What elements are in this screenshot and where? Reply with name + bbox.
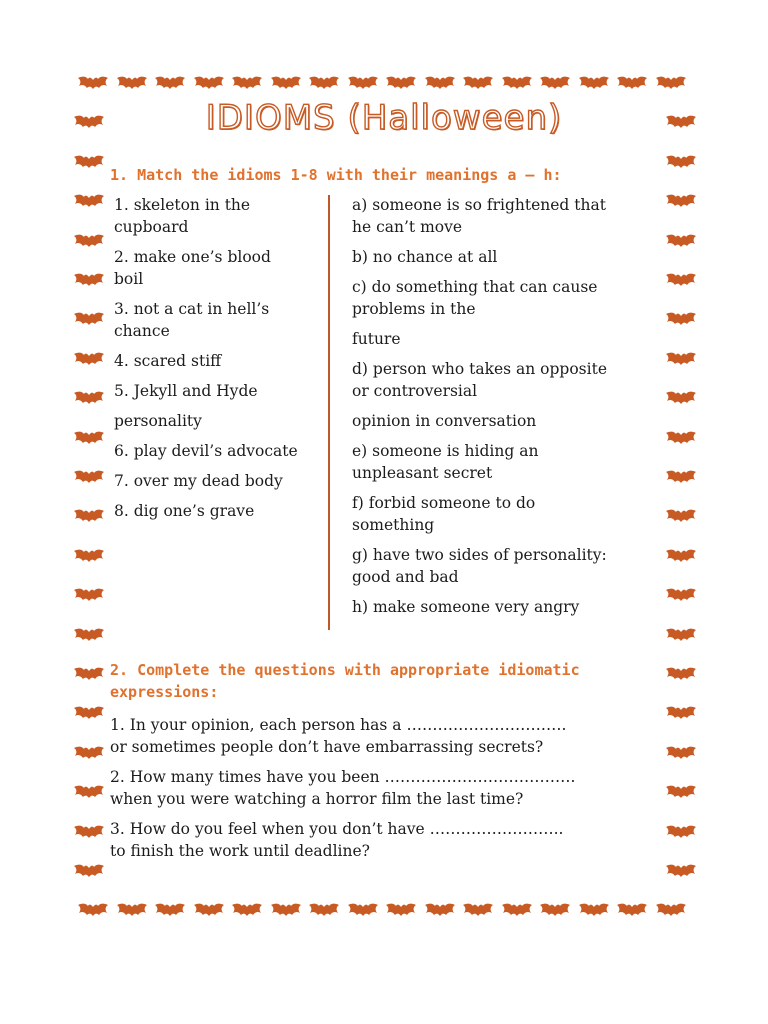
bat-icon	[666, 155, 696, 168]
meaning-h: h) make someone very angry	[352, 598, 580, 616]
bat-icon	[74, 785, 104, 798]
column-divider	[328, 195, 330, 630]
bat-icon	[666, 234, 696, 247]
bat-icon	[425, 76, 455, 89]
bat-icon	[463, 903, 493, 916]
bat-icon	[117, 903, 147, 916]
section-2-heading: 2. Complete the questions with appropriate idiomatic expressions:	[110, 661, 580, 701]
bat-icon	[271, 903, 301, 916]
bat-icon	[74, 312, 104, 325]
bat-icon	[666, 667, 696, 680]
bat-icon	[463, 76, 493, 89]
idiom-3: 3. not a cat in hell’s chance	[114, 300, 270, 340]
bat-icon	[666, 391, 696, 404]
bat-icon	[666, 549, 696, 562]
bat-icon	[656, 903, 686, 916]
bat-icon	[502, 903, 532, 916]
bat-icon	[74, 628, 104, 641]
bat-icon	[666, 746, 696, 759]
bat-icon	[74, 864, 104, 877]
meaning-d-continued: opinion in conversation	[352, 412, 537, 430]
bat-icon	[579, 903, 609, 916]
meaning-b: b) no chance at all	[352, 248, 498, 266]
bat-icon	[666, 864, 696, 877]
bat-icon	[74, 194, 104, 207]
bat-icon	[666, 431, 696, 444]
bat-icon	[617, 76, 647, 89]
bat-icon	[666, 588, 696, 601]
meaning-e: e) someone is hiding an unpleasant secret	[352, 442, 539, 482]
idiom-7: 7. over my dead body	[114, 472, 283, 490]
bat-icon	[78, 76, 108, 89]
bat-icon	[666, 825, 696, 838]
bat-icon	[666, 273, 696, 286]
question-1: 1. In your opinion, each person has a …………………………. or sometimes people don’t have embarrassing secrets?	[110, 716, 567, 756]
bat-icon	[232, 903, 262, 916]
idiom-1: 1. skeleton in the cupboard	[114, 196, 251, 236]
bat-icon	[74, 509, 104, 522]
meaning-d: d) person who takes an opposite or controversial	[352, 360, 607, 400]
bat-icon	[194, 76, 224, 89]
bat-icon	[348, 76, 378, 89]
question-2: 2. How many times have you been ………………………………. when you were watching a horror film the last time?	[110, 768, 576, 808]
bat-icon	[74, 155, 104, 168]
bat-icon	[666, 628, 696, 641]
idiom-8: 8. dig one’s grave	[114, 502, 255, 520]
bat-icon	[117, 76, 147, 89]
bat-icon	[74, 470, 104, 483]
bat-icon	[78, 903, 108, 916]
bat-icon	[194, 903, 224, 916]
bat-icon	[74, 273, 104, 286]
bat-icon	[74, 234, 104, 247]
meaning-c-continued: future	[352, 330, 401, 348]
idiom-5: 5. Jekyll and Hyde	[114, 382, 258, 400]
bat-icon	[74, 706, 104, 719]
question-3: 3. How do you feel when you don’t have …………………….. to finish the work until deadline?	[110, 820, 564, 860]
bat-icon	[309, 903, 339, 916]
bat-icon	[348, 903, 378, 916]
bat-icon	[74, 825, 104, 838]
bat-icon	[666, 470, 696, 483]
bat-icon	[666, 785, 696, 798]
bat-icon	[74, 549, 104, 562]
bat-icon	[155, 903, 185, 916]
bat-icon	[540, 903, 570, 916]
bat-icon	[502, 76, 532, 89]
bat-icon	[74, 746, 104, 759]
bat-icon	[656, 76, 686, 89]
bat-icon	[74, 352, 104, 365]
bat-icon	[74, 431, 104, 444]
idiom-4: 4. scared stiff	[114, 352, 222, 370]
bat-icon	[271, 76, 301, 89]
bat-icon	[74, 588, 104, 601]
bat-icon	[425, 903, 455, 916]
bat-icon	[666, 352, 696, 365]
bat-icon	[309, 76, 339, 89]
bat-icon	[232, 76, 262, 89]
page-title: IDIOMS (Halloween)	[205, 98, 563, 138]
bat-icon	[74, 667, 104, 680]
bat-icon	[386, 903, 416, 916]
bat-icon	[155, 76, 185, 89]
bat-icon	[579, 76, 609, 89]
bat-icon	[666, 509, 696, 522]
meaning-f: f) forbid someone to do something	[352, 494, 536, 534]
bat-icon	[666, 706, 696, 719]
bat-icon	[386, 76, 416, 89]
bat-icon	[617, 903, 647, 916]
meaning-a: a) someone is so frightened that he can’t move	[352, 196, 606, 236]
idiom-5-continued: personality	[114, 412, 202, 430]
bat-icon	[666, 194, 696, 207]
bat-icon	[540, 76, 570, 89]
section-1-heading: 1. Match the idioms 1-8 with their meanings a – h:	[110, 166, 562, 184]
meaning-g: g) have two sides of personality: good and bad	[352, 546, 607, 586]
idiom-2: 2. make one’s blood boil	[114, 248, 271, 288]
question-list	[110, 714, 670, 870]
meaning-column	[352, 194, 652, 618]
idiom-column	[114, 194, 324, 522]
bat-icon	[666, 312, 696, 325]
bat-icon	[74, 391, 104, 404]
idiom-6: 6. play devil’s advocate	[114, 442, 298, 460]
meaning-c: c) do something that can cause problems in the	[352, 278, 598, 318]
